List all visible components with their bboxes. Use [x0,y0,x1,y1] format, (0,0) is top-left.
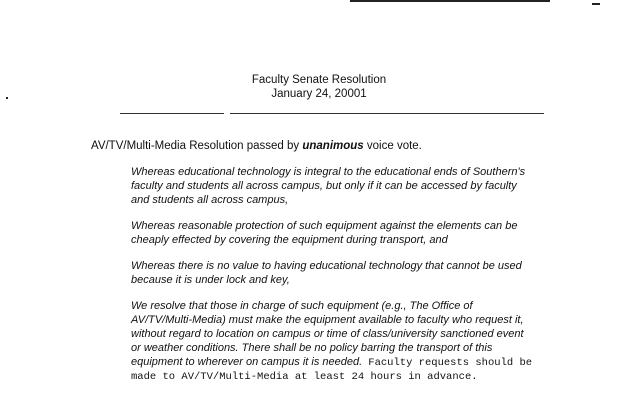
intro-text-before: AV/TV/Multi-Media Resolution passed by [91,140,303,152]
paragraph-line: AV/TV/Multi-Media) must make the equipment available to faculty who request it, [131,314,524,326]
paragraph-line-mixed [131,355,551,370]
paragraph-line: We resolve that those in charge of such equipment (e.g., The Office of [131,300,473,312]
paragraph-line: faculty and students all across campus, but only if it can be accessed by faculty [131,180,517,192]
paragraph-line: or weather conditions. There shall be no policy barring the transport of this [131,342,493,354]
document-title: Faculty Senate Resolution [251,74,387,86]
paragraph-line: Whereas educational technology is integral to the educational ends of Southern's [131,166,526,178]
intro-text-after: voice vote. [363,140,422,152]
resolve-paragraph [131,299,551,384]
paragraph-line: cheaply effected by covering the equipment during transport, and [131,234,448,246]
paragraph-line-italic: equipment to wherever on campus it is needed. [131,356,363,368]
document-date: January 24, 20001 [271,88,367,100]
resolution-intro [91,139,422,153]
typed-line: made to AV/TV/Multi-Media at least 24 hours in advance. [131,371,478,383]
intro-emphasis: unanimous [302,140,364,152]
whereas-paragraph-2 [131,219,551,247]
paragraph-line: because it is under lock and key, [131,274,290,286]
whereas-paragraph-3 [131,259,551,287]
paragraph-line: without regard to location on campus or time of class/university sanctioned event [131,328,524,340]
header-divider [120,113,544,114]
divider-break [224,111,230,115]
paragraph-line: Whereas reasonable protection of such equipment against the elements can be [131,220,518,232]
paragraph-line: and students all across campus, [131,194,289,206]
scan-artifact-top-rule [350,0,550,2]
paragraph-line: Whereas there is no value to having educational technology that cannot be used [131,260,522,272]
typed-continuation: Faculty requests should be [368,357,533,369]
whereas-paragraph-1 [131,165,551,207]
scan-artifact-top-tick [592,3,600,5]
